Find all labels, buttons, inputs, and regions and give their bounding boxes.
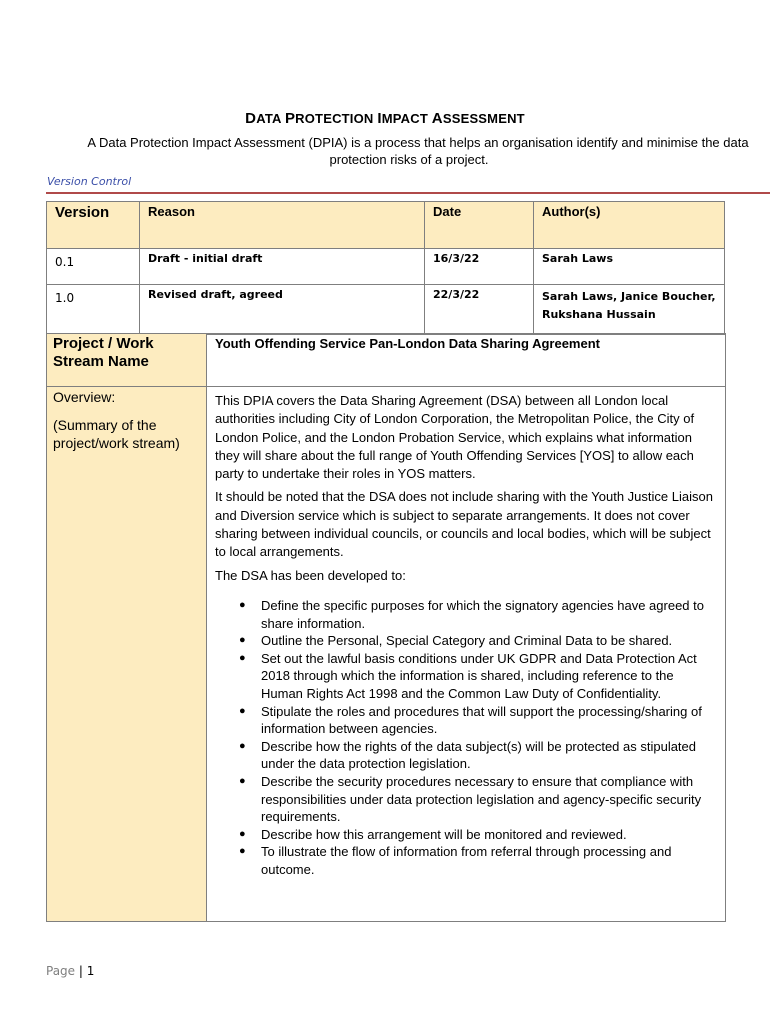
table-row <box>47 285 725 335</box>
intro-text <box>48 134 770 168</box>
bullet-icon: ● <box>239 774 246 787</box>
cell-date: 16/3/22 <box>425 249 534 285</box>
list-item: ● Stipulate the roles and procedures that will support the processing/sharing of information between agencies. <box>239 703 702 737</box>
cell-reason: Draft - initial draft <box>140 249 425 285</box>
project-table <box>46 333 726 922</box>
bullet-icon: ● <box>239 827 246 840</box>
page-number: 1 <box>86 964 95 978</box>
version-table <box>46 201 725 335</box>
intro-line-1: A Data Protection Impact Assessment (DPIA) is a process that helps an organisation identify and minimise the data <box>87 135 749 150</box>
version-control-label: Version Control <box>47 175 132 188</box>
cell-date: 22/3/22 <box>425 285 534 335</box>
overview-paragraph: It should be noted that the DSA does not include sharing with the Youth Justice Liaison and Diversion service which is subject to separate arrangements. It does not cover sharing between individual councils, or councils and local bodies, which will be subject to local arrangements. <box>215 489 713 560</box>
cell-version: 0.1 <box>47 249 140 285</box>
header-version: Version <box>47 202 140 249</box>
project-name-label: Project / Work Stream Name <box>47 334 207 387</box>
table-row <box>47 249 725 285</box>
list-item: ● Outline the Personal, Special Category and Criminal Data to be shared. <box>239 633 673 649</box>
cell-reason: Revised draft, agreed <box>140 285 425 335</box>
bullet-icon: ● <box>239 651 246 664</box>
header-date: Date <box>425 202 534 249</box>
overview-paragraph: This DPIA covers the Data Sharing Agreement (DSA) between all London local authorities including City of London Corporation, the Metropolitan Police, the City of London Police, and the London Probation Service, which explains what information they will share about the full range of Youth Offending Services [YOS] to allow each party to undertake their roles in YOS matters. <box>215 393 695 482</box>
overview-paragraph: The DSA has been developed to: <box>215 567 406 583</box>
version-control-divider <box>46 192 770 194</box>
project-name-value: Youth Offending Service Pan-London Data Sharing Agreement <box>207 334 726 387</box>
cell-authors: Sarah Laws, Janice Boucher, Rukshana Hussain <box>534 285 725 335</box>
footer-separator: | <box>78 964 83 978</box>
list-item: ● Describe how the rights of the data subject(s) will be protected as stipulated under the data protection legislation. <box>239 738 697 772</box>
list-item: ● Describe the security procedures necessary to ensure that compliance with responsibilities under data protection legislation and agency-specific security requirements. <box>239 773 702 825</box>
list-item: ● Define the specific purposes for which the signatory agencies have agreed to share information. <box>239 597 704 631</box>
header-reason: Reason <box>140 202 425 249</box>
bullet-icon: ● <box>239 634 246 647</box>
bullet-icon: ● <box>239 739 246 752</box>
intro-line-2: protection risks of a project. <box>329 152 489 167</box>
project-name-row <box>47 334 726 387</box>
page-footer <box>46 964 94 978</box>
overview-row <box>47 387 726 922</box>
purpose-list <box>215 597 718 879</box>
version-table-header <box>47 202 725 249</box>
bullet-icon: ● <box>239 845 246 858</box>
list-item: ● Describe how this arrangement will be monitored and reviewed. <box>239 826 627 842</box>
overview-sublabel: (Summary of the project/work stream) <box>53 417 180 451</box>
header-authors: Author(s) <box>534 202 725 249</box>
list-item: ● Set out the lawful basis conditions under UK GDPR and Data Protection Act 2018 through which the information is shared, including reference to the Human Rights Act 1998 and the Common Law Duty of Confidentiality. <box>239 650 697 701</box>
page-title: DATA PROTECTION IMPACT ASSESSMENT <box>245 110 525 127</box>
list-item: ● To illustrate the flow of information from referral through processing and outcome. <box>239 844 672 877</box>
overview-label: Overview: <box>53 389 116 405</box>
cell-authors: Sarah Laws <box>534 249 725 285</box>
overview-content <box>207 387 726 922</box>
bullet-icon: ● <box>239 598 246 611</box>
overview-label-cell <box>47 387 207 922</box>
bullet-icon: ● <box>239 704 246 717</box>
cell-version: 1.0 <box>47 285 140 335</box>
footer-label: Page <box>46 964 76 978</box>
